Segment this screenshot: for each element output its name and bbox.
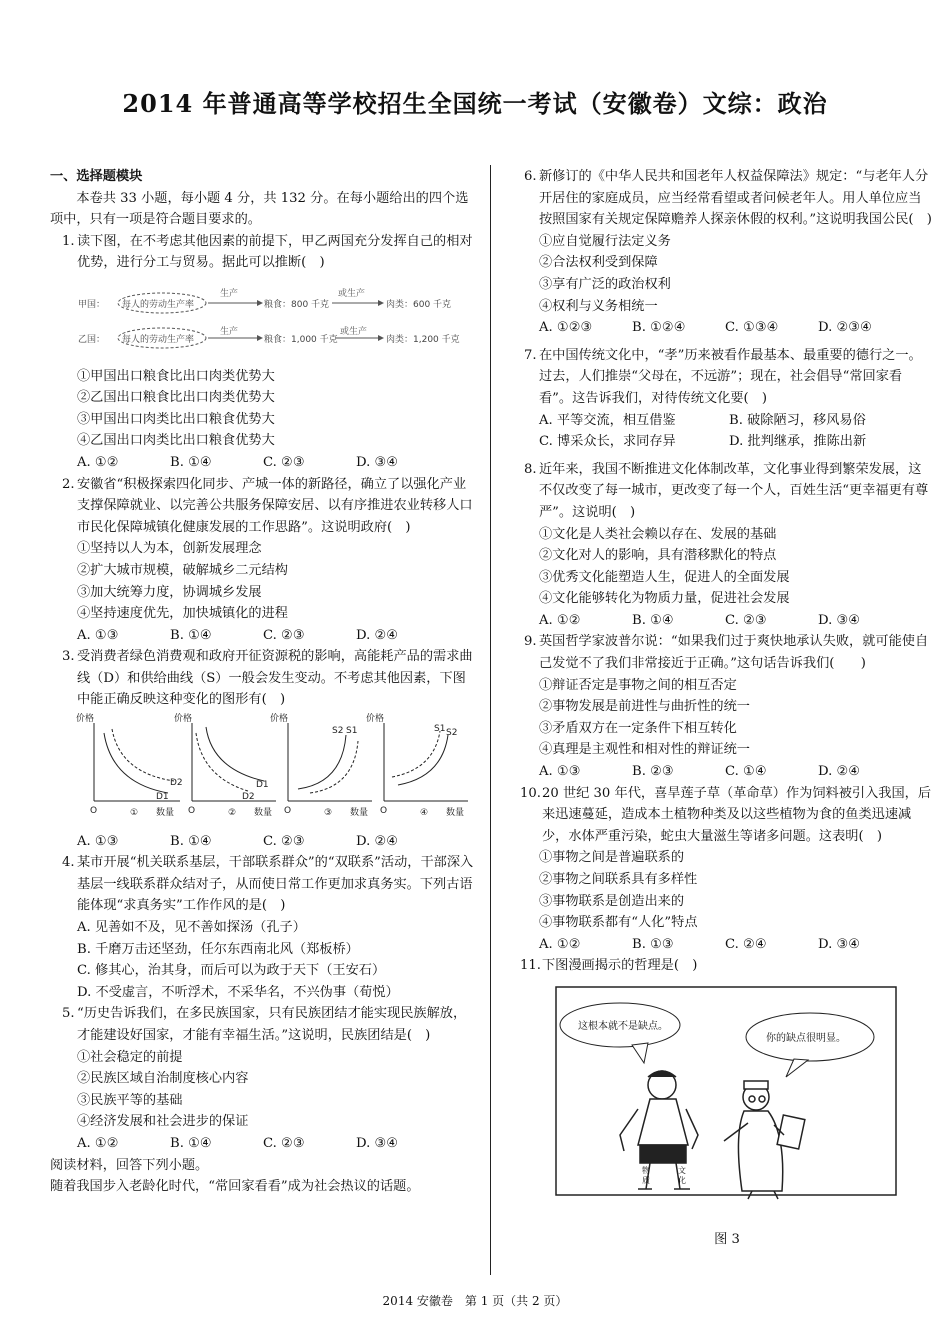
arrowhead-jia-1 [257,300,263,306]
choice-d: D. ③④ [356,454,399,470]
g4-s1-label: S1 [434,724,446,735]
q5-option-1: ①社会稳定的前提 [77,1049,183,1065]
choice-c: C. ②③ [263,833,305,849]
g3-number: ③ [324,808,333,819]
leg-text-3: 文 [678,1165,686,1175]
q2-option-3: ③加大统筹力度，协调城乡发展 [77,584,262,600]
bubble-right-text: 你的缺点很明显。 [766,1032,846,1044]
figure-caption: 图 3 [714,1231,740,1247]
page-title: 2014 年普通高等学校招生全国统一考试（安徽卷）文综：政治 [122,89,828,118]
q2-choices [50,625,475,647]
choice-a: A. 平等交流，相互借鉴 [539,412,676,428]
g3-origin: O [284,806,292,817]
column-divider [490,165,491,1275]
choice-b: B. ①④ [170,454,212,470]
g3-curve-solid [298,735,346,789]
choice-d: D. ②④ [356,833,399,849]
g1-number: ① [130,808,139,819]
left-column [50,166,475,1198]
reading-material: 随着我国步入老龄化时代，“常回家看看”成为社会热议的话题。 [50,1179,420,1195]
choice-b: B. ①④ [170,627,212,643]
produce-yi: 生产 [220,326,239,337]
q4-option-b: B. 千磨万击还坚劲，任尔东西南北风（郑板桥） [77,941,359,957]
g2-d1-label: D1 [256,780,269,791]
label-yi: 乙国： [78,334,106,345]
choice-a: A. ①② [77,454,119,470]
choice-a: A. ①③ [77,627,119,643]
choice-a: A. ①② [539,936,581,952]
g3-price-label: 价格 [270,714,289,725]
g2-price-label: 价格 [174,714,193,725]
page-footer: 2014 安徽卷 第 1 页（共 2 页） [382,1294,568,1308]
q10-option-1: ①事物之间是普遍联系的 [539,850,685,866]
choice-c: C. ②④ [725,936,767,952]
g1-curve-solid [104,733,168,793]
choice-c: C. ①④ [725,764,767,780]
choice-d: D. ②④ [818,764,861,780]
q10-option-2: ②事物之间联系具有多样性 [539,872,698,887]
q1-option-3: ③甲国出口肉类比出口粮食优势大 [77,411,275,427]
q4-option-c: C. 修其心，治其身，而后可以为政于天下（王安石） [77,963,386,979]
arrowhead-jia-2 [378,300,384,306]
g4-curve-dashed [392,731,440,777]
q2-option-4: ④坚持速度优先，加快城镇化的进程 [77,606,288,622]
g4-origin: O [380,806,388,817]
q7-choices-cd [512,431,932,453]
meat-jia: 肉类：600 千克 [386,299,452,310]
q5-choices [50,1133,475,1155]
g3-s2-label: S2 [332,726,344,737]
question-11: 11.下图漫画揭示的哲理是( ) [520,958,698,974]
g4-s2-label: S2 [446,728,458,739]
question-3: 3. 受消费者绿色消费观和政府开征资源税的影响，高能耗产品的需求曲线（D）和供给曲线（S）一般会发生变动。不考虑其他因素，下图中能正确反映这种变化的图形有( ) [62,649,473,708]
question-4: 4. 某市开展“机关联系基层，干部联系群众”的“双联系”活动，干部深入基层一线联系群众结对子，从而使日常工作更加求真务实。下列古语能体现“求真务实”工作作风的是( ) [62,855,474,914]
oval-text-yi: 每人的劳动生产率 [122,334,195,345]
q10-option-3: ③事物联系是创造出来的 [539,893,685,909]
choice-a: A. ①③ [77,833,119,849]
question-8-stem: 近年来，我国不断推进文化体制改革，文化事业得到繁荣发展，这不仅改变了每一城市，更改变了每一个人，百姓生活“更幸福更有尊严”。这说明( ) [539,461,929,520]
question-5-stem: “历史告诉我们，在多民族国家，只有民族团结才能实现民族解放，才能建设好国家，才能有幸福生活。”这说明，民族团结是( ) [77,1006,467,1043]
q1-choices [50,452,475,474]
choice-c: C. 博采众长，求同存异 [539,434,676,450]
g4-qty-label: 数量 [446,808,465,819]
oval-text-jia: 每人的劳动生产率 [122,299,195,310]
q9-option-2: ②事物发展是前进性与曲折性的统一 [539,699,750,715]
question-10-stem: 20 世纪 30 年代，喜旱莲子草（革命草）作为饲料被引入我国，后来迅速蔓延，造成本土植物种类及以这些植物为食的鱼类迅速减少，水体严重污染，蛇虫大量滋生等诸多问题。这表明( ) [542,785,932,844]
q3-choices [50,831,475,853]
choice-c: C. ②③ [263,454,305,470]
q5-option-2: ②民族区域自治制度核心内容 [77,1071,249,1087]
question-6: 6. 新修订的《中华人民共和国老年人权益保障法》规定：“与老年人分开居住的家庭成员，应当经常看望或者问候老年人。用人单位应当按照国家有关规定保障赡养人探亲休假的权利。”这说明我国公民( ) [524,169,932,228]
question-11-stem: 下图漫画揭示的哲理是( ) [542,958,698,974]
q10-choices [512,934,932,956]
reading-instruction: 阅读材料，回答下列小题。 [50,1157,209,1173]
q6-option-3: ③享有广泛的政治权利 [539,276,671,292]
right-column [512,166,932,1250]
q4-option-a: A. 见善如不及，见不善如探汤（孔子） [77,920,306,936]
question-2: 2. 安徽省“积极探索四化同步、产城一体的新路径，确立了以强化产业支撑保障就业、以完善公共服务保障安居、以有序推进农业转移人口市民化保障城镇化健康发展的工作思路”。这说明政府( ) [62,476,473,535]
choice-b: B. ①③ [632,936,674,952]
leg-text-2: 质 [642,1175,650,1185]
q1-option-1: ①甲国出口粮食比出口肉类优势大 [77,368,275,384]
question-2-stem: 安徽省“积极探索四化同步、产城一体的新路径，确立了以强化产业支撑保障就业、以完善公共服务保障安居、以有序推进农业转移人口市民化保障城镇化健康发展的工作思路”。这说明政府( ) [77,476,473,535]
section-intro: 本卷共 33 小题，每小题 4 分，共 132 分。在每小题给出的四个选项中，只有一项是符合题目要求的。 [50,190,469,228]
q6-option-2: ②合法权利受到保障 [539,255,658,271]
g3-qty-label: 数量 [350,808,369,819]
g3-s1-label: S1 [346,726,358,737]
supply-demand-graphs [50,711,475,823]
q7-choices-ab [512,410,932,432]
choice-c: C. ①③④ [725,320,779,336]
q9-option-1: ①辩证否定是事物之间的相互否定 [539,677,737,693]
q1-option-4: ④乙国出口肉类比出口粮食优势大 [77,433,275,449]
g1-price-label: 价格 [76,714,95,725]
g1-origin: O [90,806,98,817]
q8-option-3: ③优秀文化能塑造人生，促进人的全面发展 [539,569,790,585]
q8-choices [512,610,932,632]
label-jia: 甲国： [78,299,106,310]
choice-a: A. ①② [539,612,581,628]
g4-curve-solid [398,735,448,785]
or-produce-jia: 或生产 [338,288,366,299]
choice-a: A. ①② [77,1135,119,1151]
choice-d: D. ③④ [356,1135,399,1151]
or-produce-yi: 或生产 [340,326,368,337]
question-9-stem: 英国哲学家波普尔说：“如果我们过于爽快地承认失败，就可能使自己发觉不了我们非常接近于正确。”这句话告诉我们( ) [539,634,929,672]
g2-number: ② [228,808,237,819]
q1-option-2: ②乙国出口粮食比出口肉类优势大 [77,390,275,406]
g2-d2-label: D2 [242,792,255,803]
arrowhead-yi-2 [378,335,384,341]
choice-d: D. ②④ [356,627,399,643]
question-9: 9. 英国哲学家波普尔说：“如果我们过于爽快地承认失败，就可能使自己发觉不了我们非常接近于正确。”这句话告诉我们( ) [524,634,929,672]
choice-c: C. ②③ [725,612,767,628]
q5-option-4: ④经济发展和社会进步的保证 [77,1114,249,1130]
g2-curve-dashed [196,733,248,791]
q6-option-1: ①应自觉履行法定义务 [539,233,671,249]
question-3-stem: 受消费者绿色消费观和政府开征资源税的影响，高能耗产品的需求曲线（D）和供给曲线（S）一般会发生变动。不考虑其他因素，下图中能正确反映这种变化的图形有( ) [77,649,473,708]
q8-option-4: ④文化能够转化为物质力量，促进社会发展 [539,591,790,607]
choice-b: B. 破除陋习，移风易俗 [729,412,866,428]
q8-option-2: ②文化对人的影响，具有潜移默化的特点 [539,548,777,564]
q10-option-4: ④事物联系都有“人化”特点 [539,915,698,931]
q6-choices [512,317,932,339]
g3-curve-dashed [310,741,358,793]
choice-b: B. ②③ [632,764,674,780]
q5-option-3: ③民族平等的基础 [77,1092,183,1108]
g1-d2-label: D2 [170,778,183,789]
q2-option-2: ②扩大城市规模，破解城乡二元结构 [77,562,288,578]
choice-a: A. ①②③ [539,320,593,336]
grain-yi: 粮食：1,000 千克 [264,334,338,345]
g1-curve-dashed [112,729,174,781]
question-5: 5. “历史告诉我们，在多民族国家，只有民族团结才能实现民族解放，才能建设好国家，才能有幸福生活。”这说明，民族团结是( ) [62,1006,467,1043]
q9-option-4: ④真理是主观性和相对性的辩证统一 [539,742,750,758]
question-4-stem: 某市开展“机关联系基层，干部联系群众”的“双联系”活动，干部深入基层一线联系群众结对子，从而使日常工作更加求真务实。下列古语能体现“求真务实”工作作风的是( ) [77,855,474,914]
question-8: 8. 近年来，我国不断推进文化体制改革，文化事业得到繁荣发展，这不仅改变了每一城市，更改变了每一个人，百姓生活“更幸福更有尊严”。这说明( ) [524,461,929,520]
choice-b: B. ①④ [632,612,674,628]
q9-option-3: ③矛盾双方在一定条件下相互转化 [539,720,737,736]
grain-jia: 粮食：800 千克 [264,299,330,310]
g4-number: ④ [420,808,429,819]
choice-d: D. ②③④ [818,320,872,336]
q8-option-1: ①文化是人类社会赖以存在、发展的基础 [539,526,777,542]
choice-d: D. ③④ [818,612,861,628]
question-10: 10.20 世纪 30 年代，喜旱莲子草（革命草）作为饲料被引入我国，后来迅速蔓延，造成本土植物种类及以这些植物为食的鱼类迅速减少，水体严重污染，蛇虫大量滋生等诸多问题。这表明( ) [520,785,932,844]
question-1-stem: 读下图，在不考虑其他因素的前提下，甲乙两国充分发挥自己的相对优势，进行分工与贸易。据此可以推断( ) [77,233,473,271]
g2-curve-solid [206,727,264,781]
bubble-left-text: 这根本就不是缺点。 [578,1020,668,1032]
leg-text-4: 化 [678,1175,686,1185]
arrowhead-yi-1 [257,335,263,341]
leg-text-1: 物 [642,1165,650,1175]
section-heading: 一、选择题模块 [50,169,143,184]
choice-d: D. 批判继承，推陈出新 [729,434,867,450]
q6-option-4: ④权利与义务相统一 [539,298,658,314]
choice-c: C. ②③ [263,1135,305,1151]
trade-diagram [50,274,475,358]
question-7-stem: 在中国传统文化中，“孝”历来被看作最基本、最重要的德行之一。过去，人们推崇“父母在，不远游”；现在，社会倡导“常回家看看”。这告诉我们，对待传统文化要( ) [539,347,922,406]
choice-a: A. ①③ [539,764,581,780]
choice-b: B. ①④ [170,833,212,849]
g2-qty-label: 数量 [254,808,273,819]
question-6-stem: 新修订的《中华人民共和国老年人权益保障法》规定：“与老年人分开居住的家庭成员，应当经常看望或者问候老年人。用人单位应当按照国家有关规定保障赡养人探亲休假的权利。”这说明我国公民( ) [539,169,932,228]
q2-option-1: ①坚持以人为本，创新发展理念 [77,541,262,557]
q4-option-d: D. 不受虚言，不听浮术，不采华名，不兴伪事（荀悦） [77,984,399,1000]
cartoon-figure [512,985,932,1225]
question-1: 1. 读下图，在不考虑其他因素的前提下，甲乙两国充分发挥自己的相对优势，进行分工与贸易。据此可以推断( ) [62,233,473,271]
g4-price-label: 价格 [366,714,385,725]
choice-b: B. ①④ [170,1135,212,1151]
g2-origin: O [188,806,196,817]
question-7: 7. 在中国传统文化中，“孝”历来被看作最基本、最重要的德行之一。过去，人们推崇“父母在，不远游”；现在，社会倡导“常回家看看”。这告诉我们，对待传统文化要( ) [524,347,922,406]
q9-choices [512,761,932,783]
choice-c: C. ②③ [263,627,305,643]
produce-jia: 生产 [220,288,239,299]
g1-qty-label: 数量 [156,808,175,819]
choice-d: D. ③④ [818,936,861,952]
g1-d1-label: D1 [156,792,169,803]
choice-b: B. ①②④ [632,320,686,336]
meat-yi: 肉类：1,200 千克 [386,334,460,345]
